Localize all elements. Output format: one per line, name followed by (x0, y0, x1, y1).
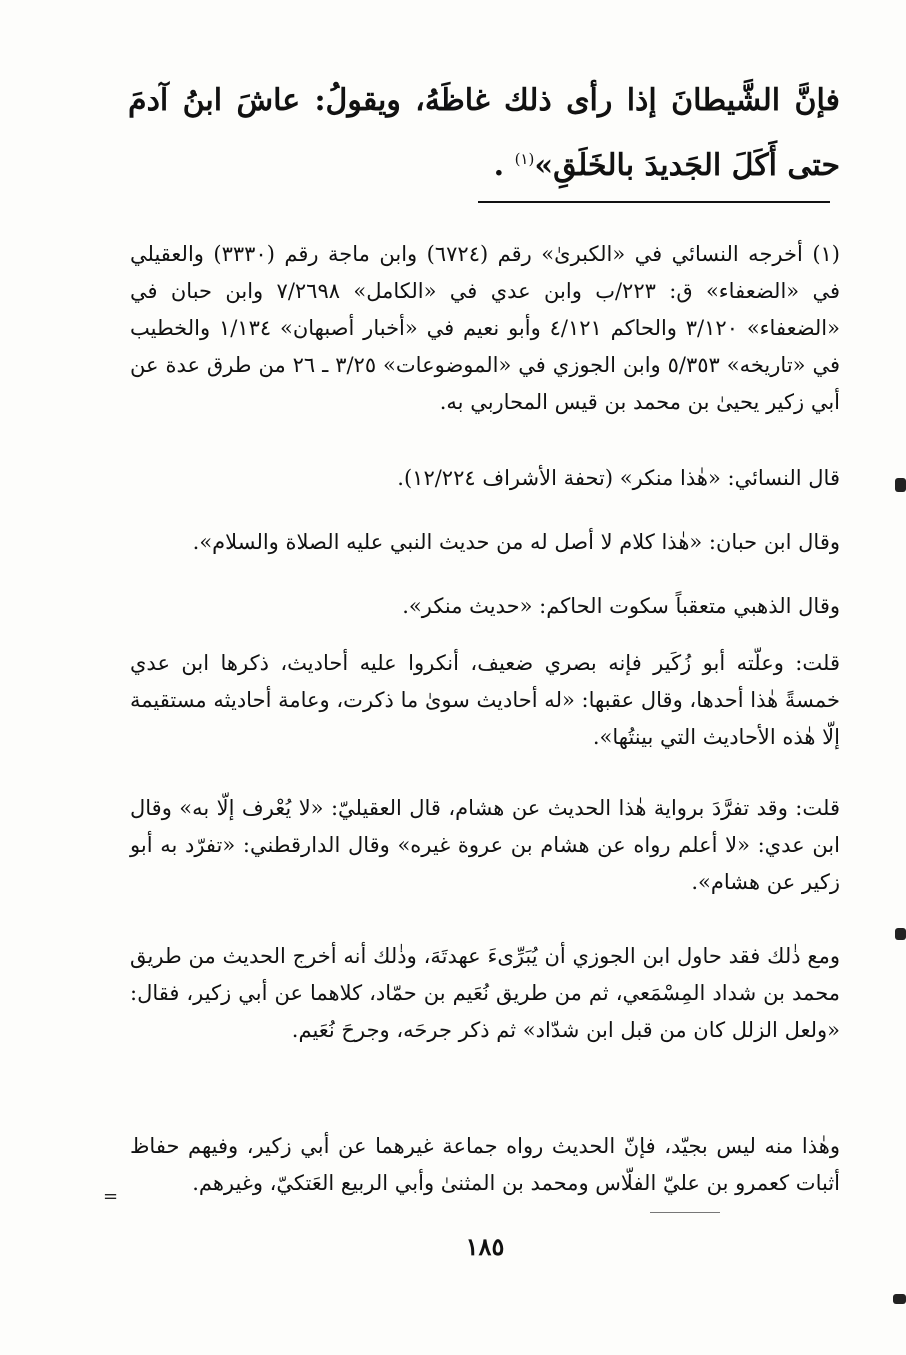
footnote-paragraph-nasai (130, 460, 840, 497)
footnote-paragraph-illa (130, 645, 840, 756)
scan-mark (895, 928, 906, 940)
main-text (128, 72, 840, 195)
footnote-paragraph-dhahabi (130, 588, 840, 625)
page-number: ١٨٥ (465, 1232, 505, 1261)
footnote-1 (130, 236, 840, 421)
paragraph-text: وقال الذهبي متعقباً سكوت الحاكم: «حديث منكر». (402, 594, 840, 618)
footnote-separator (478, 201, 830, 203)
paragraph-text: وقال ابن حبان: «هٰذا كلام لا أصل له من حديث النبي عليه الصلاة والسلام». (192, 530, 840, 554)
paragraph-text: قلت: وعلّته أبو زُكَير فإنه بصري ضعيف، أنكروا عليه أحاديث، ذكرها ابن عدي خمسةً هٰذا أحدها، وقال عقبها: «له أحاديث سوىٰ ما ذكرت، وعامة أحاديثه مستقيمة إلّا هٰذه الأحاديث التي بينتُها». (130, 651, 840, 749)
footnote-paragraph-rebuttal (130, 1128, 840, 1202)
footnote-paragraph-ibn-hibban (130, 524, 840, 561)
paragraph-text: وهٰذا منه ليس بجيّد، فإنّ الحديث رواه جماعة غيرهما عن أبي زكير، وفيهم حفاظ أثبات كعمرو بن عليّ الفلّاس ومحمد بن المثنىٰ وأبي الربيع العَتكيّ، وغيرهم. (130, 1134, 840, 1195)
scan-mark (895, 478, 906, 492)
footnote-number: (١) (812, 242, 840, 266)
scan-mark (893, 1294, 906, 1304)
main-text-line: فإنَّ الشَّيطانَ إذا رأى ذلك غاظَهُ، ويقولُ: عاشَ ابنُ آدمَ حتى أَكَلَ الجَديدَ بالخَلَقِ» (128, 83, 840, 183)
paragraph-text: قال النسائي: «هٰذا منكر» (تحفة الأشراف ١٢/٢٢٤). (397, 466, 840, 490)
bottom-rule (650, 1212, 720, 1213)
main-text-end: . (493, 148, 505, 183)
footnote-1-text: أخرجه النسائي في «الكبرىٰ» رقم (٦٧٢٤) وابن ماجة رقم (٣٣٣٠) والعقيلي في «الضعفاء» ق: ٢٢٣/ب وابن عدي في «الكامل» ٧/٢٦٩٨ وابن حبان في «الضعفاء» ٣/١٢٠ والحاكم ٤/١٢١ وأبو نعيم في «أخبار أصبهان» ١/١٣٤ والخطيب في «تاريخه» ٥/٣٥٣ وابن الجوزي في «الموضوعات» ٣/٢٥ ـ ٢٦ من طرق عدة عن أبي زكير يحيىٰ بن محمد بن قيس المحاربي به. (130, 242, 841, 414)
continuation-mark: = (103, 1186, 119, 1207)
paragraph-text: ومع ذٰلك فقد حاول ابن الجوزي أن يُبَرِّىءَ عهدتَهَ، وذٰلك أنه أخرج الحديث من طريق محمد بن شداد المِسْمَعي، ثم من طريق نُعَيم بن حمّاد، كلاهما عن أبي زكير، فقال: «ولعل الزلل كان من قبل ابن شدّاد» ثم ذكر جرحَه، وجرحَ نُعَيم. (130, 944, 840, 1042)
footnote-paragraph-ibn-jawzi (130, 938, 840, 1049)
footnote-paragraph-tafarrud (130, 790, 840, 901)
paragraph-text: قلت: وقد تفرَّدَ برواية هٰذا الحديث عن هشام، قال العقيليّ: «لا يُعْرف إلّا به» وقال ابن عدي: «لا أعلم رواه عن هشام بن عروة غيره» وقال الدارقطني: «تفرّد به أبو زكير عن هشام». (130, 796, 840, 894)
footnote-reference: (١) (514, 150, 535, 168)
